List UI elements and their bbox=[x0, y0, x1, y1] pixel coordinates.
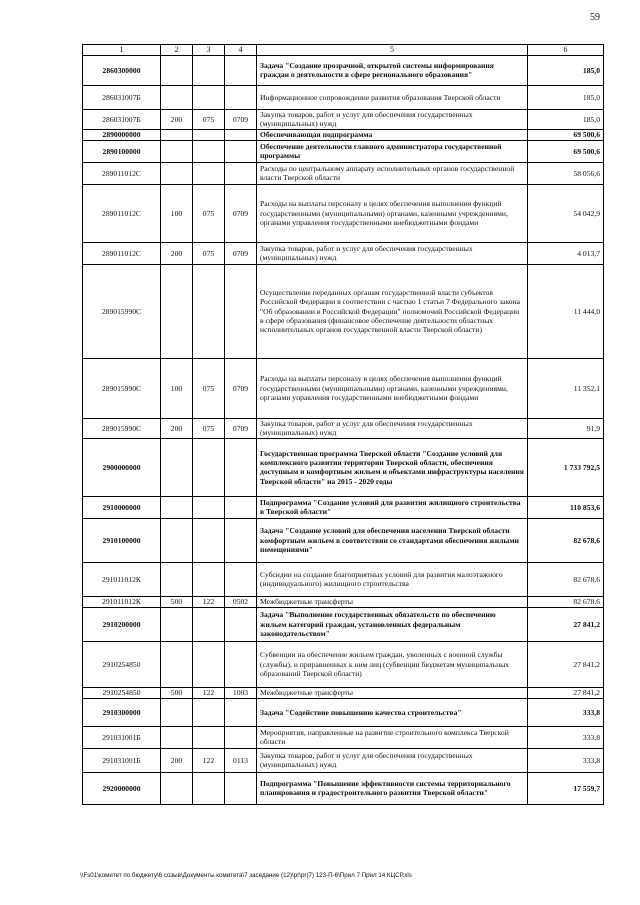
row-expense-type bbox=[161, 129, 193, 140]
row-description: Расходы на выплаты персоналу в целях обеспечения выполнения функций государственными (муниципальными) органами, казенными учреждениями, органами управления государственными внебюджетными фондами bbox=[257, 358, 528, 418]
row-code: 289015990С bbox=[83, 358, 161, 418]
row-description: Задача "Содействие повышению качества строительства" bbox=[257, 698, 528, 726]
row-ministry-code bbox=[193, 162, 225, 184]
row-section-code: 0709 bbox=[225, 358, 257, 418]
row-code: 2910254850 bbox=[83, 687, 161, 698]
table-row bbox=[83, 438, 604, 496]
row-code: 2910000000 bbox=[83, 496, 161, 518]
row-section-code bbox=[225, 140, 257, 162]
row-ministry-code bbox=[193, 562, 225, 596]
row-amount: 82 678,6 bbox=[528, 562, 604, 596]
row-section-code bbox=[225, 85, 257, 109]
row-section-code: 0709 bbox=[225, 184, 257, 242]
row-code: 2890000000 bbox=[83, 129, 161, 140]
row-amount: 27 841,2 bbox=[528, 607, 604, 641]
row-code: 289015990С bbox=[83, 418, 161, 438]
table-row bbox=[83, 242, 604, 264]
row-ministry-code: 075 bbox=[193, 184, 225, 242]
table-row bbox=[83, 129, 604, 140]
row-description: Государственная программа Тверской области "Создание условий для комплексного развития территории Тверской области, обеспечения доступным и комфортным жильем и объектами инфраструктуры населения Тверской области" на 2015 - 2020 годы bbox=[257, 438, 528, 496]
row-ministry-code: 075 bbox=[193, 418, 225, 438]
row-expense-type bbox=[161, 496, 193, 518]
row-code: 291031001Б bbox=[83, 726, 161, 748]
row-expense-type bbox=[161, 607, 193, 641]
row-amount: 58 056,6 bbox=[528, 162, 604, 184]
row-ministry-code: 122 bbox=[193, 596, 225, 607]
header-col-1: 1 bbox=[83, 45, 161, 56]
row-amount: 82 678,6 bbox=[528, 518, 604, 562]
row-amount: 185,0 bbox=[528, 55, 604, 85]
row-amount: 27 841,2 bbox=[528, 641, 604, 687]
row-code: 291011012К bbox=[83, 596, 161, 607]
row-expense-type: 100 bbox=[161, 358, 193, 418]
row-code: 2860300000 bbox=[83, 55, 161, 85]
row-description: Подпрограмма "Повышение эффективности системы территориального планирования и градостроительного развития Тверской области" bbox=[257, 772, 528, 804]
row-expense-type: 100 bbox=[161, 184, 193, 242]
header-col-6: 6 bbox=[528, 45, 604, 56]
table-row bbox=[83, 641, 604, 687]
row-ministry-code bbox=[193, 518, 225, 562]
row-code: 291031001Б bbox=[83, 748, 161, 772]
row-ministry-code bbox=[193, 438, 225, 496]
row-description: Субсидии на создание благоприятных условий для развития малоэтажного (индивидуального) жилищного строительства bbox=[257, 562, 528, 596]
row-description: Закупка товаров, работ и услуг для обеспечения государственных (муниципальных) нужд bbox=[257, 109, 528, 129]
row-amount: 110 853,6 bbox=[528, 496, 604, 518]
row-expense-type: 200 bbox=[161, 109, 193, 129]
row-section-code bbox=[225, 562, 257, 596]
row-section-code bbox=[225, 641, 257, 687]
row-code: 286031007Б bbox=[83, 109, 161, 129]
table-row bbox=[83, 726, 604, 748]
row-description: Расходы на выплаты персоналу в целях обеспечения выполнения функций государственными (муниципальными) органами, казенными учреждениями, органами управления государственными внебюджетными фондами bbox=[257, 184, 528, 242]
row-expense-type bbox=[161, 438, 193, 496]
row-expense-type bbox=[161, 55, 193, 85]
row-section-code bbox=[225, 772, 257, 804]
row-description: Расходы по центральному аппарату исполнительных органов государственной власти Тверской области bbox=[257, 162, 528, 184]
row-ministry-code bbox=[193, 55, 225, 85]
table-row bbox=[83, 748, 604, 772]
row-ministry-code bbox=[193, 264, 225, 358]
row-code: 289011012С bbox=[83, 162, 161, 184]
row-ministry-code: 075 bbox=[193, 358, 225, 418]
row-description: Информационное сопровождение развития образования Тверской области bbox=[257, 85, 528, 109]
row-code: 2900000000 bbox=[83, 438, 161, 496]
table-row bbox=[83, 140, 604, 162]
row-amount: 333,8 bbox=[528, 726, 604, 748]
row-amount: 333,8 bbox=[528, 748, 604, 772]
row-expense-type bbox=[161, 641, 193, 687]
row-ministry-code bbox=[193, 496, 225, 518]
row-section-code bbox=[225, 129, 257, 140]
row-amount: 54 042,9 bbox=[528, 184, 604, 242]
row-description: Подпрограмма "Создание условий для развития жилищного строительства в Тверской области" bbox=[257, 496, 528, 518]
row-section-code bbox=[225, 726, 257, 748]
row-amount: 91,9 bbox=[528, 418, 604, 438]
header-col-4: 4 bbox=[225, 45, 257, 56]
row-expense-type bbox=[161, 162, 193, 184]
table-row bbox=[83, 496, 604, 518]
row-expense-type: 200 bbox=[161, 242, 193, 264]
row-code: 2910200000 bbox=[83, 607, 161, 641]
row-description: Закупка товаров, работ и услуг для обеспечения государственных (муниципальных) нужд bbox=[257, 242, 528, 264]
table-row bbox=[83, 85, 604, 109]
row-amount: 11 444,0 bbox=[528, 264, 604, 358]
table-row bbox=[83, 518, 604, 562]
row-section-code: 0502 bbox=[225, 596, 257, 607]
table-row bbox=[83, 607, 604, 641]
row-amount: 4 013,7 bbox=[528, 242, 604, 264]
table-row bbox=[83, 698, 604, 726]
table-row bbox=[83, 162, 604, 184]
row-code: 286031007Б bbox=[83, 85, 161, 109]
row-section-code: 1003 bbox=[225, 687, 257, 698]
header-col-2: 2 bbox=[161, 45, 193, 56]
row-description: Субвенции на обеспечение жильем граждан, уволенных с военной службы (службы), и приравненных к ним лиц (субвенции бюджетам муниципальных образований Тверской области) bbox=[257, 641, 528, 687]
row-ministry-code: 122 bbox=[193, 748, 225, 772]
table-header-row bbox=[83, 45, 604, 56]
table-row bbox=[83, 55, 604, 85]
header-col-5: 5 bbox=[257, 45, 528, 56]
row-description: Обеспечение деятельности главного администратора государственной программы bbox=[257, 140, 528, 162]
row-amount: 69 500,6 bbox=[528, 129, 604, 140]
row-section-code: 0709 bbox=[225, 109, 257, 129]
table-row bbox=[83, 264, 604, 358]
row-section-code bbox=[225, 438, 257, 496]
table-body bbox=[83, 55, 604, 804]
row-expense-type bbox=[161, 264, 193, 358]
row-amount: 1 733 792,5 bbox=[528, 438, 604, 496]
row-section-code bbox=[225, 496, 257, 518]
row-code: 2910100000 bbox=[83, 518, 161, 562]
row-description: Осуществление переданных органам государственной власти субъектов Российской Федерации в соответствии с частью 1 статьи 7 Федерального закона "Об образовании в Российской Федерации" полномочий Российской Федерации в сфере образования (финансовое обеспечение деятельности областных исполнительных органов государственной власти Тверской области) bbox=[257, 264, 528, 358]
row-code: 2920000000 bbox=[83, 772, 161, 804]
row-ministry-code bbox=[193, 698, 225, 726]
row-description: Межбюджетные трансферты bbox=[257, 596, 528, 607]
row-expense-type bbox=[161, 726, 193, 748]
budget-table bbox=[82, 44, 604, 805]
row-ministry-code bbox=[193, 772, 225, 804]
row-expense-type bbox=[161, 698, 193, 726]
row-code: 289011012С bbox=[83, 184, 161, 242]
row-ministry-code: 122 bbox=[193, 687, 225, 698]
row-section-code: 0113 bbox=[225, 748, 257, 772]
row-ministry-code bbox=[193, 85, 225, 109]
row-description: Обеспечивающая подпрограмма bbox=[257, 129, 528, 140]
header-col-3: 3 bbox=[193, 45, 225, 56]
table-row bbox=[83, 596, 604, 607]
row-amount: 27 841,2 bbox=[528, 687, 604, 698]
row-section-code bbox=[225, 698, 257, 726]
row-section-code bbox=[225, 518, 257, 562]
row-expense-type bbox=[161, 140, 193, 162]
row-amount: 17 559,7 bbox=[528, 772, 604, 804]
row-expense-type: 500 bbox=[161, 596, 193, 607]
table-row bbox=[83, 109, 604, 129]
table-row bbox=[83, 687, 604, 698]
row-section-code bbox=[225, 55, 257, 85]
row-amount: 333,8 bbox=[528, 698, 604, 726]
table-row bbox=[83, 358, 604, 418]
row-code: 2910300000 bbox=[83, 698, 161, 726]
row-code: 291011012К bbox=[83, 562, 161, 596]
row-ministry-code: 075 bbox=[193, 109, 225, 129]
row-amount: 185,0 bbox=[528, 109, 604, 129]
row-ministry-code: 075 bbox=[193, 242, 225, 264]
row-expense-type: 500 bbox=[161, 687, 193, 698]
row-expense-type bbox=[161, 562, 193, 596]
row-ministry-code bbox=[193, 129, 225, 140]
row-section-code: 0709 bbox=[225, 418, 257, 438]
row-amount: 69 500,6 bbox=[528, 140, 604, 162]
row-section-code: 0709 bbox=[225, 242, 257, 264]
row-description: Задача "Создание условий для обеспечения населения Тверской области комфортным жильем в соответствии со стандартами обеспечения жилыми помещениями" bbox=[257, 518, 528, 562]
row-section-code bbox=[225, 607, 257, 641]
row-description: Мероприятия, направленные на развитие строительного комплекса Тверской области bbox=[257, 726, 528, 748]
row-amount: 185,0 bbox=[528, 85, 604, 109]
table-row bbox=[83, 772, 604, 804]
row-ministry-code bbox=[193, 607, 225, 641]
row-amount: 11 352,1 bbox=[528, 358, 604, 418]
row-code: 289015990С bbox=[83, 264, 161, 358]
row-expense-type bbox=[161, 518, 193, 562]
row-code: 289011012С bbox=[83, 242, 161, 264]
page-number: 59 bbox=[590, 12, 600, 23]
row-expense-type bbox=[161, 85, 193, 109]
table-row bbox=[83, 562, 604, 596]
table-row bbox=[83, 184, 604, 242]
row-expense-type: 200 bbox=[161, 418, 193, 438]
row-description: Закупка товаров, работ и услуг для обеспечения государственных (муниципальных) нужд bbox=[257, 418, 528, 438]
row-section-code bbox=[225, 162, 257, 184]
row-ministry-code bbox=[193, 641, 225, 687]
row-section-code bbox=[225, 264, 257, 358]
row-amount: 82 678,6 bbox=[528, 596, 604, 607]
row-description: Межбюджетные трансферты bbox=[257, 687, 528, 698]
row-code: 2890100000 bbox=[83, 140, 161, 162]
row-description: Задача "Создание прозрачной, открытой системы информирования граждан о деятельности в сфере регионального образования" bbox=[257, 55, 528, 85]
row-code: 2910254850 bbox=[83, 641, 161, 687]
table-row bbox=[83, 418, 604, 438]
row-ministry-code bbox=[193, 726, 225, 748]
row-ministry-code bbox=[193, 140, 225, 162]
row-description: Закупка товаров, работ и услуг для обеспечения государственных (муниципальных) нужд bbox=[257, 748, 528, 772]
row-description: Задача "Выполнение государственных обязательств по обеспечению жильем категорий граждан, установленных федеральным законодательством" bbox=[257, 607, 528, 641]
file-path-footer: \\Fs01\комитет по бюджету\6 созыв\Документы комитета\7 заседание (12)\pr\pr(7) 123-П-6\Прил 7 Прил 14 КЦСР.xls bbox=[80, 872, 412, 879]
row-expense-type: 200 bbox=[161, 748, 193, 772]
row-expense-type bbox=[161, 772, 193, 804]
